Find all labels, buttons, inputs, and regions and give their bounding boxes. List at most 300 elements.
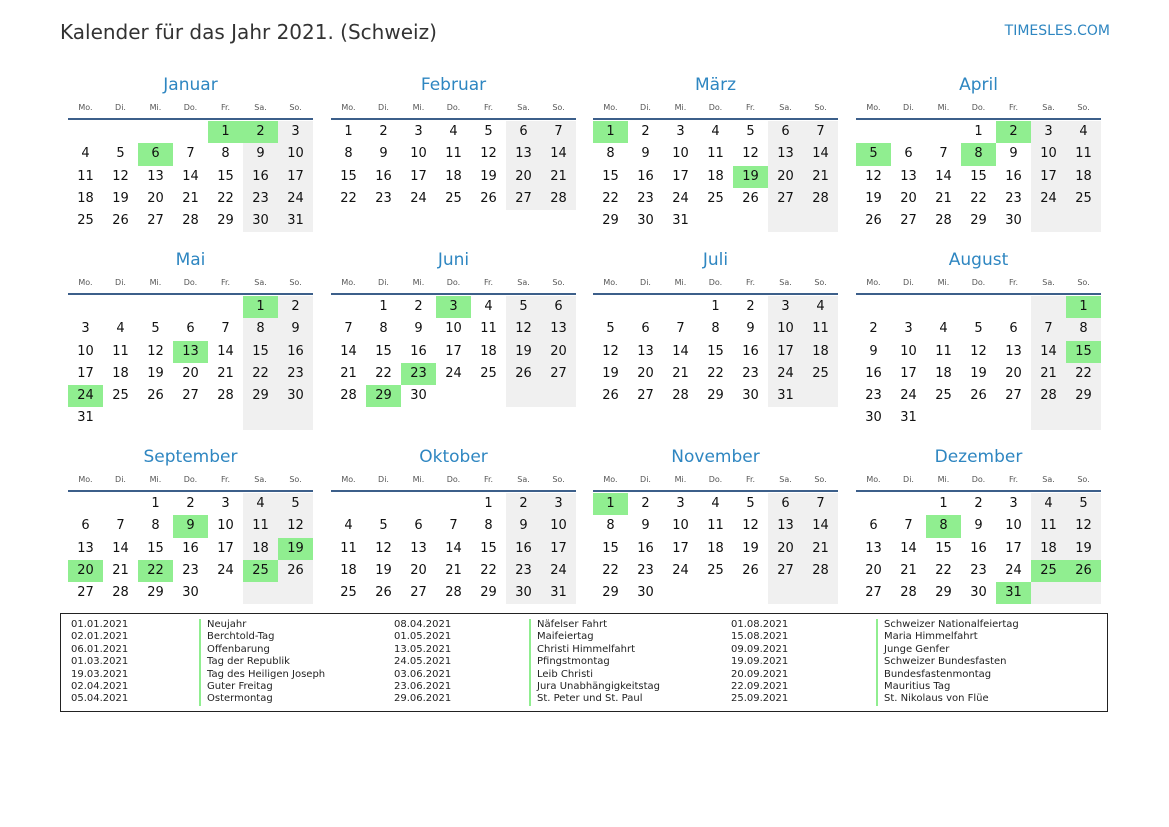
month-juli	[593, 247, 838, 407]
day-cell: 20	[865, 562, 882, 578]
weekday-label: Do.	[183, 278, 198, 287]
day-cell: 20	[182, 365, 199, 381]
day-cell: 16	[243, 166, 278, 188]
empty-cell	[331, 493, 366, 515]
day-cell: 5	[746, 496, 755, 511]
legend-date: 13.05.2021	[394, 643, 452, 655]
day-cell: 9	[869, 343, 878, 359]
day-grid	[593, 296, 838, 407]
day-cell: 5	[151, 321, 160, 337]
day-cell: 26	[865, 213, 882, 229]
day-cell: 27	[900, 213, 917, 229]
day-cell: 18	[112, 365, 129, 381]
day-cell: 9	[414, 321, 423, 337]
day-cell: 8	[151, 518, 160, 534]
day-cell: 19	[375, 562, 392, 578]
day-cell: 1	[151, 496, 160, 511]
day-cell: 14	[900, 540, 917, 556]
day-cell: 15	[602, 168, 619, 184]
empty-cell	[173, 296, 208, 318]
weekday-label: Do.	[446, 278, 461, 287]
day-cell: 15	[480, 540, 497, 556]
weekday-label: Sa.	[517, 278, 530, 287]
day-cell: 23	[278, 363, 313, 385]
day-cell: 11	[803, 318, 838, 340]
day-cell: 12	[506, 318, 541, 340]
day-cell: 15	[217, 168, 234, 184]
day-cell: 4	[116, 321, 125, 337]
legend-dates	[731, 619, 788, 706]
day-cell: 8	[484, 518, 493, 534]
holiday-day: 22	[138, 560, 173, 582]
weekday-label: Mo.	[603, 103, 618, 112]
day-cell: 27	[1005, 388, 1022, 404]
weekday-label: Di.	[115, 103, 126, 112]
empty-cell	[243, 407, 278, 429]
day-cell: 18	[243, 538, 278, 560]
day-cell: 9	[379, 146, 388, 162]
day-cell: 3	[1009, 496, 1018, 511]
day-cell: 19	[602, 365, 619, 381]
weekday-label: Do.	[183, 103, 198, 112]
legend-holiday-name: Christi Himmelfahrt	[529, 644, 660, 656]
legend-holiday-name: Schweizer Bundesfasten	[876, 656, 1019, 668]
day-cell: 18	[803, 341, 838, 363]
day-cell: 4	[81, 146, 90, 162]
weekday-header	[593, 470, 838, 492]
weekday-label: Fr.	[483, 278, 494, 287]
day-cell: 25	[480, 365, 497, 381]
empty-cell	[856, 296, 891, 318]
day-cell: 20	[900, 190, 917, 206]
day-cell: 12	[742, 146, 759, 162]
day-cell: 28	[445, 585, 462, 601]
day-cell: 26	[480, 190, 497, 206]
day-cell: 7	[221, 321, 230, 337]
empty-cell	[506, 385, 541, 407]
day-cell: 4	[449, 124, 458, 139]
month-november	[593, 444, 838, 604]
weekday-label: Mi.	[412, 475, 425, 484]
day-cell: 25	[77, 213, 94, 229]
empty-cell	[698, 582, 733, 604]
day-cell: 27	[506, 188, 541, 210]
day-cell: 15	[147, 540, 164, 556]
day-cell: 30	[637, 585, 654, 601]
day-cell: 13	[768, 515, 803, 537]
legend-holiday-name: Tag des Heiligen Joseph	[199, 669, 325, 681]
day-cell: 4	[711, 496, 720, 511]
day-cell: 18	[77, 190, 94, 206]
day-cell: 30	[865, 410, 882, 426]
empty-cell	[173, 121, 208, 143]
day-cell: 10	[541, 515, 576, 537]
day-grid	[331, 493, 576, 604]
day-cell: 3	[1031, 121, 1066, 143]
day-cell: 6	[768, 121, 803, 143]
empty-cell	[436, 493, 471, 515]
day-cell: 22	[243, 363, 278, 385]
empty-cell	[471, 385, 506, 407]
legend-date: 01.01.2021	[71, 619, 129, 630]
holiday-day: 20	[68, 560, 103, 582]
day-cell: 2	[974, 496, 983, 511]
holiday-day: 31	[996, 582, 1031, 604]
day-cell: 26	[970, 388, 987, 404]
day-cell: 11	[707, 146, 724, 162]
month-august	[856, 247, 1101, 430]
day-cell: 11	[112, 343, 129, 359]
day-cell: 1	[939, 496, 948, 511]
legend-date: 03.06.2021	[394, 668, 452, 680]
day-cell: 11	[935, 343, 952, 359]
day-cell: 27	[541, 363, 576, 385]
brand-link[interactable]: TIMESLES.COM	[1004, 23, 1110, 39]
day-cell: 11	[1066, 143, 1101, 165]
day-cell: 21	[217, 365, 234, 381]
empty-cell	[278, 582, 313, 604]
weekday-label: Mo.	[78, 475, 93, 484]
day-cell: 17	[672, 540, 689, 556]
empty-cell	[103, 407, 138, 429]
holiday-day: 1	[593, 121, 628, 143]
weekday-header	[68, 98, 313, 120]
empty-cell	[733, 582, 768, 604]
weekday-label: So.	[552, 278, 565, 287]
empty-cell	[278, 407, 313, 429]
day-cell: 14	[445, 540, 462, 556]
weekday-label: Di.	[640, 103, 651, 112]
empty-cell	[856, 493, 891, 515]
day-cell: 30	[970, 585, 987, 601]
day-cell: 24	[217, 562, 234, 578]
day-cell: 11	[445, 146, 462, 162]
day-cell: 8	[606, 146, 615, 162]
weekday-label: Do.	[183, 475, 198, 484]
holiday-day: 9	[173, 515, 208, 537]
day-cell: 17	[445, 343, 462, 359]
day-cell: 10	[1031, 143, 1066, 165]
day-cell: 20	[506, 166, 541, 188]
legend-names	[199, 619, 325, 706]
day-cell: 29	[707, 388, 724, 404]
day-cell: 7	[1031, 318, 1066, 340]
day-cell: 29	[243, 385, 278, 407]
day-cell: 5	[116, 146, 125, 162]
day-cell: 6	[186, 321, 195, 337]
empty-cell	[961, 296, 996, 318]
day-cell: 2	[379, 124, 388, 139]
day-cell: 5	[484, 124, 493, 139]
day-grid	[68, 121, 313, 232]
weekday-label: Mo.	[78, 278, 93, 287]
day-cell: 28	[182, 213, 199, 229]
day-cell: 23	[1005, 190, 1022, 206]
day-cell: 24	[541, 560, 576, 582]
day-cell: 10	[410, 146, 427, 162]
day-cell: 9	[278, 318, 313, 340]
day-cell: 16	[1005, 168, 1022, 184]
day-cell: 2	[506, 493, 541, 515]
month-name: Januar	[163, 75, 218, 95]
day-cell: 31	[278, 210, 313, 232]
weekday-label: Di.	[640, 278, 651, 287]
day-cell: 19	[1066, 538, 1101, 560]
empty-cell	[1066, 582, 1101, 604]
legend-holiday-name: Pfingstmontag	[529, 656, 660, 668]
month-name: März	[695, 75, 736, 95]
day-cell: 24	[1005, 562, 1022, 578]
day-cell: 24	[768, 363, 803, 385]
day-cell: 22	[602, 190, 619, 206]
day-cell: 18	[1031, 538, 1066, 560]
day-grid	[331, 296, 576, 407]
day-cell: 18	[935, 365, 952, 381]
day-cell: 12	[112, 168, 129, 184]
weekday-label: Mo.	[341, 103, 356, 112]
weekday-label: Di.	[640, 475, 651, 484]
holiday-day: 1	[243, 296, 278, 318]
day-cell: 2	[414, 299, 423, 314]
legend-holiday-name: Berchtold-Tag	[199, 631, 325, 643]
day-cell: 3	[768, 296, 803, 318]
day-cell: 14	[803, 515, 838, 537]
day-cell: 15	[602, 540, 619, 556]
day-cell: 7	[803, 121, 838, 143]
day-cell: 31	[900, 410, 917, 426]
day-cell: 26	[375, 585, 392, 601]
day-cell: 8	[1066, 318, 1101, 340]
weekday-label: So.	[1077, 475, 1090, 484]
day-cell: 14	[935, 168, 952, 184]
month-januar	[68, 72, 313, 232]
page-title: Kalender für das Jahr 2021. (Schweiz)	[60, 20, 437, 44]
empty-cell	[856, 121, 891, 143]
day-cell: 13	[900, 168, 917, 184]
legend-holiday-name: Maifeiertag	[529, 631, 660, 643]
day-cell: 28	[1031, 385, 1066, 407]
weekday-label: Sa.	[517, 475, 530, 484]
day-cell: 18	[1066, 166, 1101, 188]
day-cell: 8	[606, 518, 615, 534]
weekday-label: So.	[552, 103, 565, 112]
legend-date: 24.05.2021	[394, 656, 452, 668]
day-cell: 12	[1066, 515, 1101, 537]
weekday-label: Di.	[115, 278, 126, 287]
weekday-label: Fr.	[220, 475, 231, 484]
day-cell: 16	[278, 341, 313, 363]
day-cell: 1	[344, 124, 353, 139]
day-cell: 22	[935, 562, 952, 578]
month-name: August	[948, 250, 1009, 270]
day-grid	[593, 493, 838, 604]
weekday-label: Mi.	[149, 278, 162, 287]
weekday-label: Mo.	[78, 103, 93, 112]
legend-holiday-name: Tag der Republik	[199, 656, 325, 668]
day-cell: 28	[217, 388, 234, 404]
day-cell: 6	[414, 518, 423, 534]
legend-names	[529, 619, 660, 706]
day-cell: 26	[506, 363, 541, 385]
month-name: Juli	[702, 250, 729, 270]
weekday-label: Fr.	[745, 475, 756, 484]
day-cell: 23	[243, 188, 278, 210]
day-cell: 20	[768, 538, 803, 560]
day-cell: 22	[375, 365, 392, 381]
empty-cell	[138, 407, 173, 429]
empty-cell	[961, 407, 996, 429]
day-cell: 5	[278, 493, 313, 515]
day-cell: 29	[602, 585, 619, 601]
weekday-label: Di.	[903, 278, 914, 287]
day-cell: 24	[1031, 188, 1066, 210]
holiday-day: 29	[366, 385, 401, 407]
day-cell: 29	[602, 213, 619, 229]
empty-cell	[366, 493, 401, 515]
day-cell: 13	[637, 343, 654, 359]
month-name: September	[143, 447, 238, 467]
legend-date: 22.09.2021	[731, 681, 789, 693]
weekday-label: Do.	[708, 278, 723, 287]
weekday-label: Do.	[971, 475, 986, 484]
day-cell: 23	[375, 190, 392, 206]
day-cell: 9	[641, 518, 650, 534]
day-cell: 6	[506, 121, 541, 143]
day-cell: 26	[278, 560, 313, 582]
legend-holiday-name: Leib Christi	[529, 669, 660, 681]
day-cell: 17	[1031, 166, 1066, 188]
holiday-day: 19	[733, 166, 768, 188]
day-cell: 16	[865, 365, 882, 381]
day-cell: 14	[340, 343, 357, 359]
day-cell: 25	[803, 363, 838, 385]
day-cell: 17	[541, 538, 576, 560]
empty-cell	[996, 407, 1031, 429]
weekday-label: Sa.	[1042, 103, 1055, 112]
day-cell: 15	[935, 540, 952, 556]
weekday-label: Do.	[971, 103, 986, 112]
day-cell: 17	[672, 168, 689, 184]
weekday-label: Mi.	[674, 278, 687, 287]
day-cell: 13	[541, 318, 576, 340]
day-cell: 16	[506, 538, 541, 560]
day-cell: 7	[939, 146, 948, 162]
weekday-label: Sa.	[1042, 475, 1055, 484]
day-cell: 26	[742, 190, 759, 206]
day-cell: 7	[803, 493, 838, 515]
day-cell: 27	[182, 388, 199, 404]
weekday-label: Fr.	[745, 278, 756, 287]
day-cell: 13	[1005, 343, 1022, 359]
day-grid	[856, 296, 1101, 430]
legend-holiday-name: Mauritius Tag	[876, 681, 1019, 693]
legend-date: 19.03.2021	[71, 668, 129, 680]
day-cell: 18	[445, 168, 462, 184]
day-cell: 12	[480, 146, 497, 162]
day-cell: 20	[541, 341, 576, 363]
weekday-label: Sa.	[254, 278, 267, 287]
weekday-label: Fr.	[745, 103, 756, 112]
weekday-label: Do.	[446, 475, 461, 484]
day-cell: 20	[147, 190, 164, 206]
day-cell: 15	[375, 343, 392, 359]
day-cell: 30	[410, 388, 427, 404]
day-cell: 6	[768, 493, 803, 515]
day-cell: 15	[340, 168, 357, 184]
day-cell: 21	[541, 166, 576, 188]
day-cell: 21	[112, 562, 129, 578]
day-cell: 12	[602, 343, 619, 359]
day-cell: 24	[672, 562, 689, 578]
weekday-label: So.	[289, 278, 302, 287]
legend-date: 29.06.2021	[394, 693, 452, 705]
empty-cell	[103, 121, 138, 143]
day-cell: 1	[974, 124, 983, 139]
day-cell: 7	[449, 518, 458, 534]
holiday-day: 25	[1031, 560, 1066, 582]
day-cell: 13	[768, 143, 803, 165]
day-cell: 13	[410, 540, 427, 556]
weekday-header	[68, 273, 313, 295]
empty-cell	[1031, 296, 1066, 318]
month-name: Dezember	[934, 447, 1023, 467]
day-grid	[593, 121, 838, 232]
holiday-day: 3	[436, 296, 471, 318]
day-cell: 3	[676, 124, 685, 139]
weekday-label: Mi.	[412, 103, 425, 112]
weekday-label: Sa.	[517, 103, 530, 112]
day-cell: 9	[641, 146, 650, 162]
day-cell: 21	[900, 562, 917, 578]
day-cell: 25	[112, 388, 129, 404]
weekday-label: So.	[814, 475, 827, 484]
holiday-day: 26	[1066, 560, 1101, 582]
weekday-label: Mo.	[341, 278, 356, 287]
day-cell: 18	[340, 562, 357, 578]
day-cell: 30	[182, 585, 199, 601]
empty-cell	[593, 296, 628, 318]
day-cell: 24	[900, 388, 917, 404]
day-cell: 6	[81, 518, 90, 534]
day-cell: 29	[480, 585, 497, 601]
legend-holiday-name: Schweizer Nationalfeiertag	[876, 619, 1019, 631]
month-mai	[68, 247, 313, 430]
empty-cell	[68, 493, 103, 515]
empty-cell	[803, 210, 838, 232]
legend-holiday-name: Junge Genfer	[876, 644, 1019, 656]
day-cell: 11	[243, 515, 278, 537]
day-cell: 24	[445, 365, 462, 381]
weekday-label: So.	[1077, 278, 1090, 287]
weekday-label: Fr.	[1008, 103, 1019, 112]
day-cell: 31	[768, 385, 803, 407]
day-cell: 28	[803, 560, 838, 582]
weekday-label: Mi.	[937, 103, 950, 112]
legend-date: 25.09.2021	[731, 693, 789, 705]
day-cell: 10	[77, 343, 94, 359]
weekday-label: So.	[289, 475, 302, 484]
day-cell: 5	[506, 296, 541, 318]
day-cell: 13	[147, 168, 164, 184]
weekday-label: Sa.	[779, 278, 792, 287]
day-cell: 2	[278, 296, 313, 318]
day-cell: 7	[186, 146, 195, 162]
day-cell: 22	[480, 562, 497, 578]
weekday-label: Sa.	[1042, 278, 1055, 287]
day-grid	[68, 296, 313, 430]
weekday-label: Fr.	[483, 103, 494, 112]
day-cell: 30	[637, 213, 654, 229]
